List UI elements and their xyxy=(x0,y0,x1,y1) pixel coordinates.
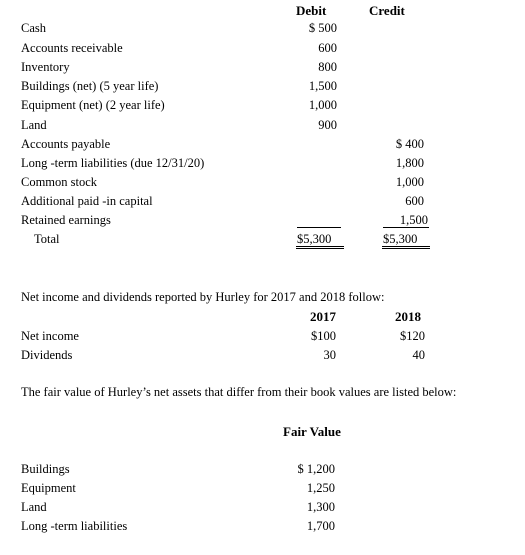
value-2017: $100 xyxy=(311,329,336,343)
debit-value: 1,000 xyxy=(308,98,337,112)
total-label: Total xyxy=(34,232,60,246)
credit-value: 1,800 xyxy=(395,156,424,170)
income-intro: Net income and dividends reported by Hurley for 2017 and 2018 follow: xyxy=(21,290,385,304)
row-label: Common stock xyxy=(21,175,98,189)
debit-underline xyxy=(297,213,341,228)
credit-header: Credit xyxy=(369,3,405,18)
row-label: Buildings xyxy=(21,462,70,476)
value-2017: 30 xyxy=(323,348,336,362)
fair-value-intro: The fair value of Hurley’s net assets that differ from their book values are listed below: xyxy=(21,385,457,399)
credit-value: $ 400 xyxy=(395,137,424,151)
year-2017-header: 2017 xyxy=(310,309,336,324)
row-label: Retained earnings xyxy=(21,213,111,227)
credit-value: 1,500 xyxy=(383,213,429,228)
debit-value: 900 xyxy=(318,118,337,132)
row-label: Accounts payable xyxy=(21,137,111,151)
row-label: Inventory xyxy=(21,60,70,74)
row-label: Long -term liabilities xyxy=(21,519,128,533)
fair-value: 1,250 xyxy=(306,481,335,495)
debit-value: $ 500 xyxy=(308,21,337,35)
value-2018: 40 xyxy=(412,348,425,362)
row-label: Cash xyxy=(21,21,46,35)
debit-header: Debit xyxy=(296,3,327,18)
credit-value: 600 xyxy=(405,194,424,208)
row-label: Land xyxy=(21,500,47,514)
row-label: Long -term liabilities (due 12/31/20) xyxy=(21,156,205,170)
debit-value: 1,500 xyxy=(308,79,337,93)
value-2018: $120 xyxy=(400,329,425,343)
year-2018-header: 2018 xyxy=(395,309,421,324)
fair-value: $ 1,200 xyxy=(297,462,335,476)
credit-total: $5,300 xyxy=(382,232,430,249)
row-label: Equipment (net) (2 year life) xyxy=(21,98,165,112)
row-label: Land xyxy=(21,118,47,132)
fair-value: 1,300 xyxy=(306,500,335,514)
fair-value-header: Fair Value xyxy=(283,424,341,439)
row-label: Equipment xyxy=(21,481,76,495)
debit-value: 800 xyxy=(318,60,337,74)
debit-value: 600 xyxy=(318,41,337,55)
fair-value: 1,700 xyxy=(306,519,335,533)
row-label: Dividends xyxy=(21,348,73,362)
row-label: Buildings (net) (5 year life) xyxy=(21,79,159,93)
row-label: Accounts receivable xyxy=(21,41,123,55)
debit-total: $5,300 xyxy=(296,232,344,249)
row-label: Net income xyxy=(21,329,79,343)
credit-value: 1,000 xyxy=(395,175,424,189)
row-label: Additional paid -in capital xyxy=(21,194,153,208)
